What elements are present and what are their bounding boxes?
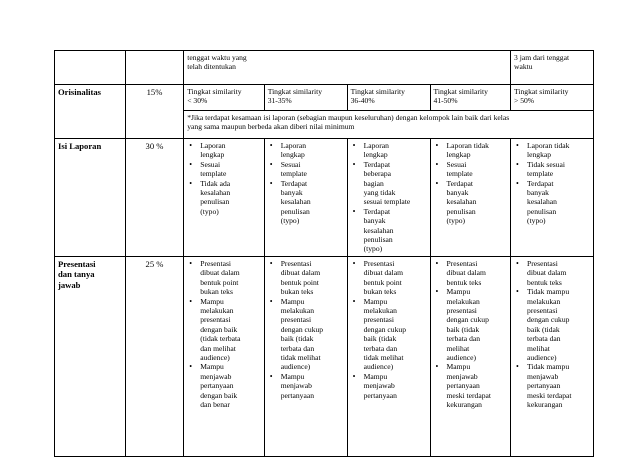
criteria-item: • Terdapat banyak kesalahan penulisan (typo) bbox=[268, 179, 344, 226]
criterion-isi-laporan: Isi Laporan bbox=[55, 139, 126, 257]
criteria-item: • Mampu melakukan presentasi dengan cukup baik (tidak terbata dan tidak melihat audience) bbox=[351, 297, 427, 372]
criteria-item: • Mampu menjawab pertanyaan meski terdapat kekurangan bbox=[434, 362, 508, 409]
criteria-item: • Tidak mampu melakukan presentasi dengan cukup baik (tidak terbata dan melihat audience) bbox=[514, 287, 590, 362]
criteria-list bbox=[351, 141, 427, 254]
criteria-item: • Terdapat banyak kesalahan penulisan (typo) bbox=[434, 179, 508, 226]
table-row-isi-laporan bbox=[55, 139, 594, 257]
criteria-list bbox=[434, 141, 508, 226]
criteria-item: • Laporan lengkap bbox=[187, 141, 260, 160]
criteria-item: • Terdapat banyak kesalahan penulisan (typo) bbox=[514, 179, 590, 226]
criteria-item: • Laporan lengkap bbox=[351, 141, 427, 160]
criteria-item: • Tidak sesuai template bbox=[514, 160, 590, 179]
similarity-level-1: Tingkat similarity < 30% bbox=[184, 85, 264, 111]
similarity-level-4: Tingkat similarity 41-50% bbox=[430, 85, 511, 111]
criterion-orisinalitas: Orisinalitas bbox=[55, 85, 126, 139]
presentasi-level-4 bbox=[430, 256, 511, 456]
similarity-level-2: Tingkat similarity 31-35% bbox=[264, 85, 347, 111]
isi-laporan-level-3 bbox=[347, 139, 430, 257]
criteria-item: • Presentasi dibuat dalam bentuk point bukan teks bbox=[187, 259, 260, 297]
isi-laporan-level-1 bbox=[184, 139, 264, 257]
table-row-presentasi bbox=[55, 256, 594, 456]
criteria-item: • Terdapat banyak kesalahan penulisan (typo) bbox=[351, 207, 427, 254]
plagiarism-note: *Jika terdapat kesamaan isi laporan (sebagian maupun keseluruhan) dengan kelompok lain baik dari kelas yang sama maupun berbeda akan diberi nilai minimum bbox=[184, 111, 594, 139]
criteria-item: • Presentasi dibuat dalam bentuk teks bbox=[514, 259, 590, 287]
deadline-late-cell: 3 jam dari tenggat waktu bbox=[511, 51, 594, 85]
weight-orisinalitas: 15% bbox=[125, 85, 184, 139]
criteria-list bbox=[268, 141, 344, 226]
criteria-item: • Mampu melakukan presentasi dengan cukup baik (tidak terbata dan melihat audience) bbox=[434, 287, 508, 362]
weight-isi-laporan: 30 % bbox=[125, 139, 184, 257]
criteria-item: • Laporan tidak lengkap bbox=[434, 141, 508, 160]
criterion-presentasi: Presentasi dan tanya jawab bbox=[55, 256, 126, 456]
criteria-list bbox=[514, 259, 590, 410]
empty-cell bbox=[125, 51, 184, 85]
criteria-item: • Mampu melakukan presentasi dengan cukup baik (tidak terbata dan tidak melihat audience) bbox=[268, 297, 344, 372]
criteria-item: • Laporan tidak lengkap bbox=[514, 141, 590, 160]
criteria-item: • Mampu menjawab pertanyaan bbox=[268, 372, 344, 400]
table-row-deadline bbox=[55, 51, 594, 85]
criteria-item: • Sesuai template bbox=[434, 160, 508, 179]
isi-laporan-level-2 bbox=[264, 139, 347, 257]
criteria-item: • Tidak mampu menjawab pertanyaan meski terdapat kekurangan bbox=[514, 362, 590, 409]
criteria-list bbox=[514, 141, 590, 226]
criteria-item: • Presentasi dibuat dalam bentuk teks bbox=[434, 259, 508, 287]
criteria-item: • Mampu melakukan presentasi dengan baik (tidak terbata dan melihat audience) bbox=[187, 297, 260, 363]
isi-laporan-level-5 bbox=[511, 139, 594, 257]
weight-presentasi: 25 % bbox=[125, 256, 184, 456]
criteria-list bbox=[187, 259, 260, 410]
presentasi-level-2 bbox=[264, 256, 347, 456]
criteria-list bbox=[434, 259, 508, 410]
deadline-on-time-cell: tenggat waktu yang telah ditentukan bbox=[184, 51, 511, 85]
similarity-level-5: Tingkat similarity > 50% bbox=[511, 85, 594, 111]
presentasi-level-1 bbox=[184, 256, 264, 456]
empty-cell bbox=[55, 51, 126, 85]
criteria-item: • Tidak ada kesalahan penulisan (typo) bbox=[187, 179, 260, 217]
criteria-item: • Mampu menjawab pertanyaan bbox=[351, 372, 427, 400]
criteria-item: • Mampu menjawab pertanyaan dengan baik dan benar bbox=[187, 362, 260, 409]
criteria-list bbox=[351, 259, 427, 400]
criteria-item: • Terdapat beberapa bagian yang tidak sesuai template bbox=[351, 160, 427, 207]
criteria-list bbox=[187, 141, 260, 216]
isi-laporan-level-4 bbox=[430, 139, 511, 257]
criteria-item: • Laporan lengkap bbox=[268, 141, 344, 160]
presentasi-level-5 bbox=[511, 256, 594, 456]
criteria-item: • Presentasi dibuat dalam bentuk point bukan teks bbox=[268, 259, 344, 297]
criteria-item: • Sesuai template bbox=[268, 160, 344, 179]
criteria-list bbox=[268, 259, 344, 400]
rubric-table bbox=[54, 50, 594, 457]
presentasi-level-3 bbox=[347, 256, 430, 456]
criteria-item: • Presentasi dibuat dalam bentuk point bukan teks bbox=[351, 259, 427, 297]
similarity-level-3: Tingkat similarity 36-40% bbox=[347, 85, 430, 111]
criteria-item: • Sesuai template bbox=[187, 160, 260, 179]
table-row-orisinalitas bbox=[55, 85, 594, 111]
